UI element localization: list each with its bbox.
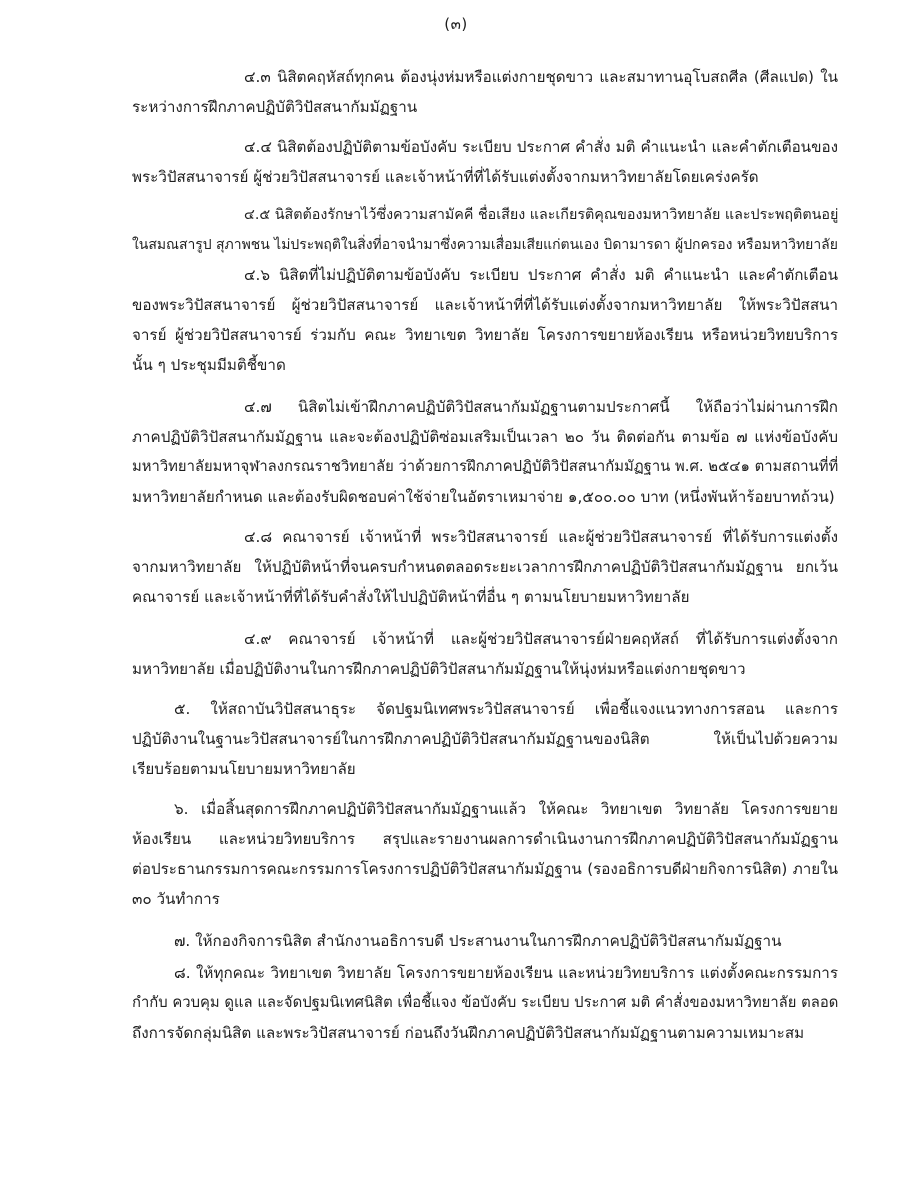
paragraph-line: ปฏิบัติงานในฐานะวิปัสสนาจารย์ในการฝึกภาคปฏิบัติวิปัสสนากัมมัฏฐานของนิสิต ให้เป็นไปด้วยความ: [132, 730, 838, 748]
paragraph-line: มหาวิทยาลัยมหาจุฬาลงกรณราชวิทยาลัย ว่าด้วยการฝึกภาคปฏิบัติวิปัสสนากัมมัฏฐาน พ.ศ. ๒๕๔๑ ตามสถานที่ที่: [132, 458, 839, 475]
paragraph-4-9: [132, 624, 838, 684]
paragraph-line: ๔.๘ คณาจารย์ เจ้าหน้าที่ พระวิปัสสนาจารย์ และผู้ช่วยวิปัสสนาจารย์ ที่ได้รับการแต่งตั้ง: [244, 528, 838, 546]
paragraph-line: ๓๐ วันทำการ: [132, 890, 220, 908]
paragraph-6: [132, 794, 838, 914]
paragraph-line: มหาวิทยาลัย เมื่อปฏิบัติงานในการฝึกภาคปฏิบัติวิปัสสนากัมมัฏฐานให้นุ่งห่มหรือแต่งกายชุดขาว: [132, 660, 746, 678]
paragraph-line: ๕. ให้สถาบันวิปัสสนาธุระ จัดปฐมนิเทศพระวิปัสสนาจารย์ เพื่อชี้แจงแนวทางการสอน และการ: [174, 700, 838, 718]
paragraph-4-5: [132, 200, 838, 260]
document-body: [132, 62, 838, 1048]
paragraph-line: ต่อประธานกรรมการคณะกรรมการโครงการปฏิบัติวิปัสสนากัมมัฏฐาน (รองอธิการบดีฝ่ายกิจการนิสิต) ภายใน: [132, 860, 838, 878]
paragraph-line: จากมหาวิทยาลัย ให้ปฏิบัติหน้าที่จนครบกำหนดตลอดระยะเวลาการฝึกภาคปฏิบัติวิปัสสนากัมมัฏฐาน ยกเว้น: [132, 558, 838, 576]
paragraph-line: ระหว่างการฝึกภาคปฏิบัติวิปัสสนากัมมัฏฐาน: [132, 98, 418, 116]
paragraph-8: [132, 958, 838, 1048]
paragraph-line: พระวิปัสสนาจารย์ ผู้ช่วยวิปัสสนาจารย์ และเจ้าหน้าที่ที่ได้รับแต่งตั้งจากมหาวิทยาลัยโดยเคร่งครัด: [132, 168, 759, 186]
paragraph-line: กำกับ ควบคุม ดูแล และจัดปฐมนิเทศนิสิต เพื่อชี้แจง ข้อบังคับ ระเบียบ ประกาศ มติ คำสั่งของมหาวิทยาลัย ตลอด: [132, 994, 839, 1011]
paragraph-4-7: [132, 392, 838, 512]
paragraph-line: ๔.๓ นิสิตคฤหัสถ์ทุกคน ต้องนุ่งห่มหรือแต่งกายชุดขาว และสมาทานอุโบสถศีล (ศีลแปด) ใน: [244, 68, 838, 86]
paragraph-line: ๗. ให้กองกิจการนิสิต สำนักงานอธิการบดี ประสานงานในการฝึกภาคปฏิบัติวิปัสสนากัมมัฏฐาน: [174, 932, 782, 950]
paragraph-5: [132, 694, 838, 784]
paragraph-line: ๖. เมื่อสิ้นสุดการฝึกภาคปฏิบัติวิปัสสนากัมมัฏฐานแล้ว ให้คณะ วิทยาเขต วิทยาลัย โครงการขยาย: [174, 800, 838, 818]
paragraph-4-8: [132, 522, 838, 612]
paragraph-4-3: [132, 62, 838, 122]
paragraph-line: จารย์ ผู้ช่วยวิปัสสนาจารย์ ร่วมกับ คณะ วิทยาเขต วิทยาลัย โครงการขยายห้องเรียน หรือหน่วยวิทยบริการ: [132, 326, 838, 344]
paragraph-line: ของพระวิปัสสนาจารย์ ผู้ช่วยวิปัสสนาจารย์ และเจ้าหน้าที่ที่ได้รับแต่งตั้งจากมหาวิทยาลัย ให้พระวิปัสสนา: [132, 296, 838, 314]
paragraph-line: ๘. ให้ทุกคณะ วิทยาเขต วิทยาลัย โครงการขยายห้องเรียน และหน่วยวิทยบริการ แต่งตั้งคณะกรรมการ: [174, 964, 838, 982]
paragraph-4-6: [132, 260, 838, 380]
paragraph-line: ห้องเรียน และหน่วยวิทยบริการ สรุปและรายงานผลการดำเนินงานการฝึกภาคปฏิบัติวิปัสสนากัมมัฏฐาน: [132, 830, 838, 848]
paragraph-line: นั้น ๆ ประชุมมีมติชี้ขาด: [132, 356, 286, 374]
paragraph-7: [132, 926, 838, 956]
paragraph-line: ๔.๗ นิสิตไม่เข้าฝึกภาคปฏิบัติวิปัสสนากัมมัฏฐานตามประกาศนี้ ให้ถือว่าไม่ผ่านการฝึก: [244, 398, 838, 416]
paragraph-4-4: [132, 132, 838, 192]
paragraph-line: ๔.๕ นิสิตต้องรักษาไว้ซึ่งความสามัคคี ชื่อเสียง และเกียรติคุณของมหาวิทยาลัย และประพฤติตนอยู่: [244, 207, 839, 223]
page-number: (๓): [444, 15, 468, 33]
paragraph-line: คณาจารย์ และเจ้าหน้าที่ที่ได้รับคำสั่งให้ไปปฏิบัติหน้าที่อื่น ๆ ตามนโยบายมหาวิทยาลัย: [132, 588, 690, 606]
paragraph-line: ภาคปฏิบัติวิปัสสนากัมมัฏฐาน และจะต้องปฏิบัติซ่อมเสริมเป็นเวลา ๒๐ วัน ติดต่อกัน ตามข้อ ๗ แห่งข้อบังคับ: [132, 428, 838, 446]
paragraph-line: เรียบร้อยตามนโยบายมหาวิทยาลัย: [132, 760, 356, 778]
paragraph-line: ในสมณสารูป สุภาพชน ไม่ประพฤติในสิ่งที่อาจนำมาซึ่งความเสื่อมเสียแก่ตนเอง บิดามารดา ผู้ปกครอง หรือมหาวิทยาลัย: [132, 237, 838, 253]
paragraph-line: ๔.๙ คณาจารย์ เจ้าหน้าที่ และผู้ช่วยวิปัสสนาจารย์ฝ่ายคฤหัสถ์ ที่ได้รับการแต่งตั้งจาก: [244, 630, 838, 648]
paragraph-line: ๔.๔ นิสิตต้องปฏิบัติตามข้อบังคับ ระเบียบ ประกาศ คำสั่ง มติ คำแนะนำ และคำตักเตือนของ: [244, 138, 838, 156]
paragraph-line: ถึงการจัดกลุ่มนิสิต และพระวิปัสสนาจารย์ ก่อนถึงวันฝึกภาคปฏิบัติวิปัสสนากัมมัฏฐานตามความเหมาะสม: [132, 1024, 805, 1042]
paragraph-line: มหาวิทยาลัยกำหนด และต้องรับผิดชอบค่าใช้จ่ายในอัตราเหมาจ่าย ๑,๕๐๐.๐๐ บาท (หนึ่งพันห้าร้อยบาทถ้วน): [132, 488, 835, 506]
paragraph-line: ๔.๖ นิสิตที่ไม่ปฏิบัติตามข้อบังคับ ระเบียบ ประกาศ คำสั่ง มติ คำแนะนำ และคำตักเตือน: [244, 266, 838, 284]
